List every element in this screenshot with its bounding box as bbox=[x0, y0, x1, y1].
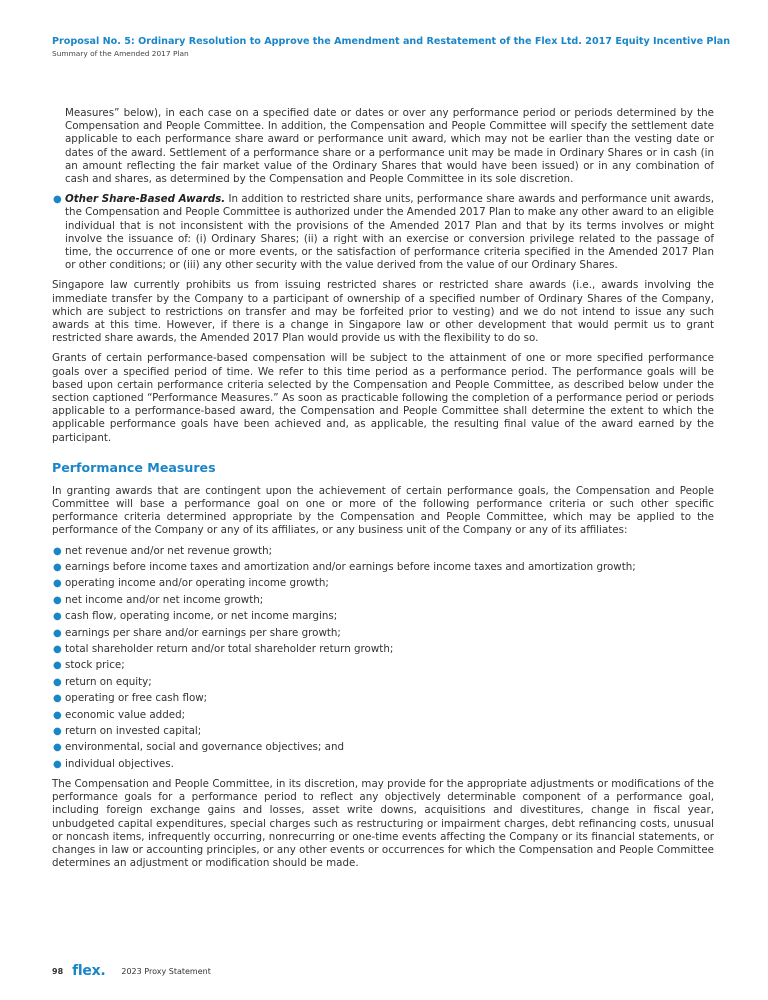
list-item: ● cash flow, operating income, or net income margins; bbox=[53, 610, 338, 623]
page-header bbox=[52, 36, 732, 59]
bullet-icon: ● bbox=[53, 676, 62, 688]
bullet-icon: ● bbox=[53, 693, 62, 705]
footer-doc-title: 2023 Proxy Statement bbox=[121, 966, 211, 976]
bullet-icon: ● bbox=[53, 194, 62, 206]
measures-intro: In granting awards that are contingent upon the achievement of certain performance goals, the Compensation and People Committee will base a performance goal on one or more of the following performance criteria or such other specific performance criteria determined appropriate by the Compensation and People Committee, which may be applied to the performance of the Company or any of its affiliates, or any business unit of the Company or any of its affiliates: bbox=[52, 484, 714, 537]
bullet-icon: ● bbox=[53, 562, 62, 574]
other-awards-text: In addition to restricted share units, performance share awards and performance unit awards, the Compensation and People Committee is authorized under the Amended 2017 Plan to make any other award to an eligible individual that is not inconsistent with the provisions of the Amended 2017 Plan and that by its terms involves or might involve the issuance of: (i) Ordinary Shares; (ii) a right with an exercise or conversion privilege related to the passage of time, the occurrence of one or more events, or the satisfaction of performance criteria specified in the Amended 2017 Plan or other conditions; or (iii) any other security with the value derived from the value of our Ordinary Shares. bbox=[65, 193, 714, 272]
list-item: ● individual objectives. bbox=[53, 757, 174, 770]
list-item: ● earnings per share and/or earnings per share growth; bbox=[53, 626, 341, 639]
other-awards-title: Other Share-Based Awards. bbox=[65, 193, 226, 206]
list-item: ● environmental, social and governance objectives; and bbox=[53, 741, 345, 754]
measures-list bbox=[52, 545, 714, 771]
bullet-icon: ● bbox=[53, 742, 62, 754]
list-item: ● net income and/or net income growth; bbox=[53, 593, 264, 606]
bullet-icon: ● bbox=[53, 725, 62, 737]
other-awards-item bbox=[52, 193, 714, 272]
bullet-icon: ● bbox=[53, 644, 62, 656]
section-heading: Performance Measures bbox=[52, 459, 216, 475]
bullet-icon: ● bbox=[53, 709, 62, 721]
bullet-icon: ● bbox=[53, 578, 62, 590]
grants-paragraph: Grants of certain performance-based compensation will be subject to the attainment of one or more specified performance goals over a specified period of time. We refer to this time period as a performance period. The performance goals will be based upon certain performance criteria selected by the Compensation and People Committee, as described below under the section captioned “Performance Measures.” As soon as practicable following the completion of a performance period or periods applicable to a performance-based award, the Compensation and People Committee shall determine the extent to which the applicable performance goals have been achieved and, as applicable, the resulting final value of the award earned by the participant. bbox=[52, 352, 714, 444]
list-item: ● stock price; bbox=[53, 659, 125, 672]
bullet-icon: ● bbox=[53, 594, 62, 606]
header-title: Proposal No. 5: Ordinary Resolution to Approve the Amendment and Restatement of the Flex Ltd. 2017 Equity Incentive Plan bbox=[52, 36, 731, 47]
bullet-icon: ● bbox=[53, 660, 62, 672]
list-item: ● net revenue and/or net revenue growth; bbox=[53, 544, 273, 557]
page-footer bbox=[52, 963, 211, 979]
header-subtitle: Summary of the Amended 2017 Plan bbox=[52, 49, 189, 58]
main-content bbox=[52, 107, 714, 877]
continued-paragraph: Measures” below), in each case on a specified date or dates or over any performance period or periods determined by the Compensation and People Committee. In addition, the Compensation and People Committee will specify the settlement date applicable to each performance share award or performance unit award, which may not be earlier than the vesting date or dates of the award. Settlement of a performance share or a performance unit may be made in Ordinary Shares or in cash (in an amount reflecting the fair market value of the Ordinary Shares that would have been issued) or in any combination of cash and shares, as determined by the Compensation and People Committee in its sole discretion. bbox=[65, 107, 714, 186]
singapore-paragraph: Singapore law currently prohibits us from issuing restricted shares or restricted share awards (i.e., awards involving the immediate transfer by the Company to a participant of ownership of a specified number of Ordinary Shares of the Company, which are subject to restrictions on transfer and may be forfeited prior to vesting) and we do not intend to issue any such awards at this time. However, if there is a change in Singapore law or other development that would permit us to grant restricted share awards, the Amended 2017 Plan would provide us with the flexibility to do so. bbox=[52, 279, 714, 345]
list-item: ● economic value added; bbox=[53, 708, 186, 721]
list-item: ● operating or free cash flow; bbox=[53, 692, 208, 705]
page-number: 98 bbox=[52, 966, 64, 976]
list-item: ● return on invested capital; bbox=[53, 724, 202, 737]
bullet-icon: ● bbox=[53, 758, 62, 770]
list-item: ● earnings before income taxes and amortization and/or earnings before income taxes and amortization growth; bbox=[53, 561, 636, 574]
bullet-icon: ● bbox=[53, 611, 62, 623]
list-item: ● operating income and/or operating income growth; bbox=[53, 577, 329, 590]
bullet-icon: ● bbox=[53, 627, 62, 639]
closing-paragraph: The Compensation and People Committee, in its discretion, may provide for the appropriate adjustments or modifications of the performance goals for a performance period to reflect any objectively determinable component of a performance goal, including foreign exchange gains and losses, asset write downs, acquisitions and divestitures, change in fiscal year, unbudgeted capital expenditures, special charges such as restructuring or impairment charges, debt refinancing costs, unusual or noncash items, infrequently occurring, nonrecurring or one-time events affecting the Company or its financial statements, or changes in law or accounting principles, or any other events or occurrences for which the Compensation and People Committee determines an adjustment or modification should be made. bbox=[52, 777, 714, 870]
flex-logo: flex. bbox=[72, 963, 106, 979]
list-item: ● total shareholder return and/or total shareholder return growth; bbox=[53, 643, 394, 656]
list-item: ● return on equity; bbox=[53, 675, 152, 688]
bullet-icon: ● bbox=[53, 545, 62, 557]
